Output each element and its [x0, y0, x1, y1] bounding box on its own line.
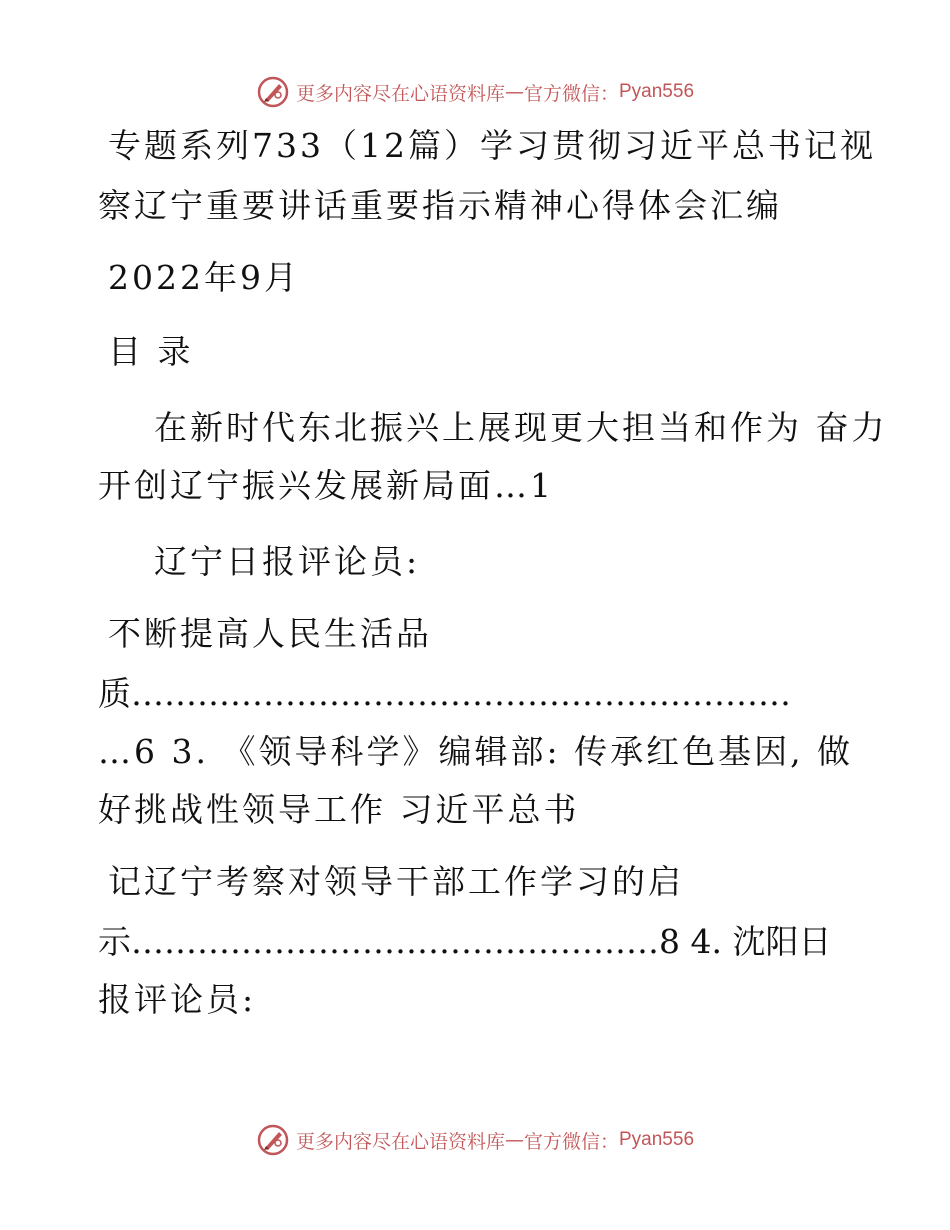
- document-title-line-2: 察辽宁重要讲话重要指示精神心得体会汇编: [98, 186, 782, 225]
- toc-line: 报评论员:: [98, 980, 257, 1019]
- toc-line: 好挑战性领导工作 习近平总书: [98, 790, 580, 829]
- watermark-wechat-label: 官方微信：: [523, 82, 619, 105]
- toc-line: 记辽宁考察对领导干部工作学习的启: [108, 862, 684, 901]
- watermark-wechat-id: Pyan556: [619, 1129, 695, 1150]
- watermark-dash: —: [504, 1129, 524, 1151]
- watermark-wechat-id: Pyan556: [619, 81, 695, 102]
- document-title-line-1: 专题系列733（12篇）学习贯彻习近平总书记视: [108, 126, 876, 165]
- toc-line: 在新时代东北振兴上展现更大担当和作为 奋力: [154, 408, 888, 447]
- pen-logo-icon: [256, 1123, 290, 1157]
- toc-line: …6 3. 《领导科学》编辑部: 传承红色基因, 做: [98, 732, 854, 771]
- toc-line: 质……………………………………………………: [98, 674, 791, 713]
- watermark-banner-top: [0, 72, 950, 112]
- toc-heading: 目 录: [108, 332, 194, 371]
- watermark-wechat-label: 官方微信：: [523, 1130, 619, 1153]
- watermark-text: 更多内容尽在心语资料库: [295, 1130, 505, 1153]
- watermark-banner-bottom: [0, 1120, 950, 1160]
- pen-logo-icon: [256, 75, 290, 109]
- watermark-text: 更多内容尽在心语资料库: [295, 82, 505, 105]
- toc-line: 示…………………………………………8 4. 沈阳日: [98, 922, 832, 961]
- toc-line: 不断提高人民生活品: [108, 614, 432, 653]
- watermark-dash: —: [504, 81, 524, 103]
- toc-line: 辽宁日报评论员:: [154, 542, 421, 581]
- document-date: 2022年9月: [108, 258, 300, 297]
- toc-line: 开创辽宁振兴发展新局面…1: [98, 466, 554, 505]
